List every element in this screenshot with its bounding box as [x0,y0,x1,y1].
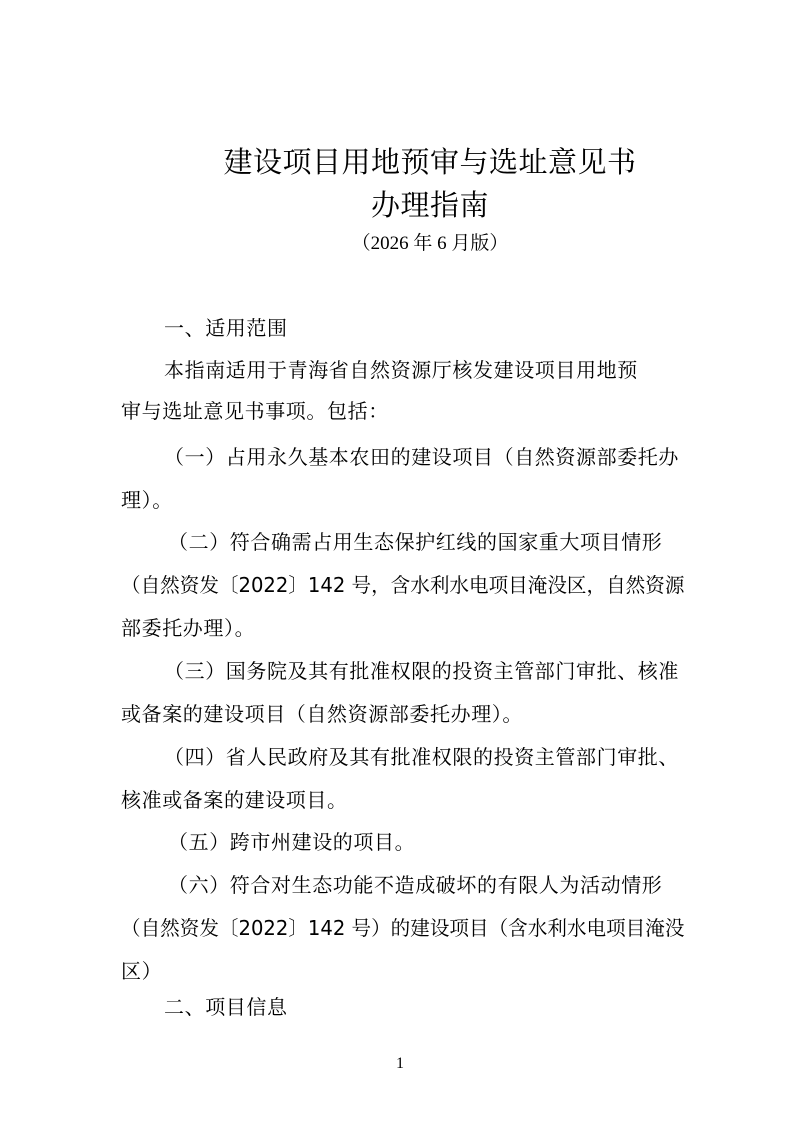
intro-line-2: 审与选址意见书事项。包括： [121,399,389,423]
intro-line-1: 本指南适用于青海省自然资源厅核发建设项目用地预 [164,358,638,382]
document-version: （2026 年 6 月版） [351,233,509,254]
item-3-line-1: （三）国务院及其有批准权限的投资主管部门审批、核准 [164,659,679,683]
section-2-heading: 二、项目信息 [164,995,288,1019]
item-2-line-2: （自然资发〔2022〕142 号，含水利水电项目淹没区，自然资源 [121,573,685,597]
section-1-heading: 一、适用范围 [164,316,288,340]
item-2-line-3: 部委托办理）。 [121,616,256,640]
item-2-line-1: （二）符合确需占用生态保护红线的国家重大项目情形 [168,530,663,554]
document-title-line-1: 建设项目用地预审与选址意见书 [223,145,637,179]
item-1-line-1: （一）占用永久基本农田的建设项目（自然资源部委托办 [164,445,679,469]
item-3-line-2: 或备案的建设项目（自然资源部委托办理）。 [121,702,523,726]
item-4-line-1: （四）省人民政府及其有批准权限的投资主管部门审批、 [164,745,679,769]
item-5-line-1: （五）跨市州建设的项目。 [168,830,416,854]
document-title-line-2: 办理指南 [370,188,489,222]
page-number: 1 [396,1055,404,1072]
item-6-line-3: 区） [121,959,163,983]
item-1-line-2: 理）。 [121,488,173,512]
item-6-line-1: （六）符合对生态功能不造成破坏的有限人为活动情形 [168,873,663,897]
item-4-line-2: 核准或备案的建设项目。 [121,788,348,812]
item-6-line-2: （自然资发〔2022〕142 号）的建设项目（含水利水电项目淹没 [121,916,685,940]
